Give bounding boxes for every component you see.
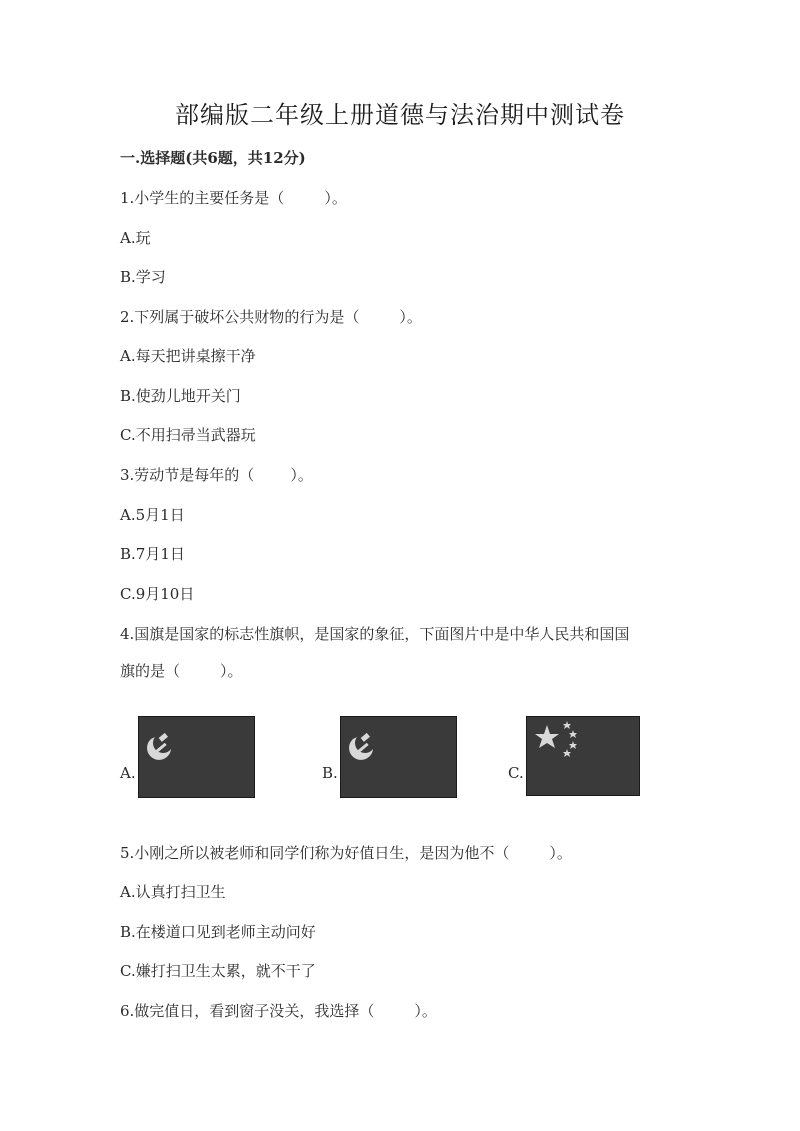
five-star-icon: [527, 717, 640, 796]
page-title: 部编版二年级上册道德与法治期中测试卷: [175, 101, 625, 129]
question-1-stem-text: 1.小学生的主要任务是（: [120, 189, 285, 207]
question-6-stem: [120, 1001, 437, 1021]
question-5-stem-text: 5.小刚之所以被老师和同学们称为好值日生，是因为他不（: [120, 844, 510, 862]
hammer-sickle-icon: [139, 717, 255, 798]
hammer-sickle-flag-image: [138, 716, 255, 798]
question-3-stem: [120, 465, 313, 485]
question-4-stem-end: ）。: [220, 662, 243, 680]
flag-option-a-letter: A.: [120, 764, 136, 782]
question-5-option-a: A.认真打扫卫生: [120, 883, 226, 901]
question-3-stem-text: 3.劳动节是每年的（: [120, 466, 255, 484]
question-5-option-b: B.在楼道口见到老师主动问好: [120, 923, 316, 941]
question-5-stem-end: ）。: [549, 844, 572, 862]
question-1-option-a: A.玩: [120, 229, 151, 247]
question-3-option-a: A.5月1日: [120, 506, 185, 524]
five-star-flag-image: [526, 716, 640, 796]
hammer-sickle-flag-image: [340, 716, 457, 798]
question-4-stem-text: 旗的是（: [120, 662, 181, 680]
flag-options: [0, 716, 800, 820]
question-1-option-b: B.学习: [120, 268, 166, 286]
question-6-stem-text: 6.做完值日，看到窗子没关，我选择（: [120, 1002, 375, 1020]
flag-option-c-letter: C.: [508, 764, 524, 782]
question-5-stem: [120, 843, 572, 863]
flag-option-c: [508, 716, 648, 820]
section-heading: 一.选择题(共6题，共12分): [120, 149, 306, 167]
question-3-option-b: B.7月1日: [120, 545, 185, 563]
question-2-option-a: A.每天把讲桌擦干净: [120, 347, 256, 365]
question-2-option-b: B.使劲儿地开关门: [120, 387, 241, 405]
hammer-sickle-icon: [341, 717, 457, 798]
flag-option-b-letter: B.: [322, 764, 338, 782]
question-2-stem-end: ）。: [399, 308, 422, 326]
question-2-stem-text: 2.下列属于破坏公共财物的行为是（: [120, 308, 360, 326]
flag-option-a: [120, 716, 260, 820]
question-1-stem-end: ）。: [324, 189, 347, 207]
question-1-stem: [120, 188, 347, 208]
question-3-stem-end: ）。: [290, 466, 313, 484]
question-2-stem: [120, 307, 422, 327]
flag-option-b: [322, 716, 462, 820]
question-3-option-c: C.9月10日: [120, 585, 195, 603]
question-6-stem-end: ）。: [414, 1002, 437, 1020]
question-5-option-c: C.嫌打扫卫生太累，就不干了: [120, 962, 316, 980]
question-4-stem-line2: [120, 661, 243, 681]
question-4-stem-line1: 4.国旗是国家的标志性旗帜，是国家的象征，下面图片中是中华人民共和国国: [120, 625, 630, 643]
question-2-option-c: C.不用扫帚当武器玩: [120, 426, 256, 444]
